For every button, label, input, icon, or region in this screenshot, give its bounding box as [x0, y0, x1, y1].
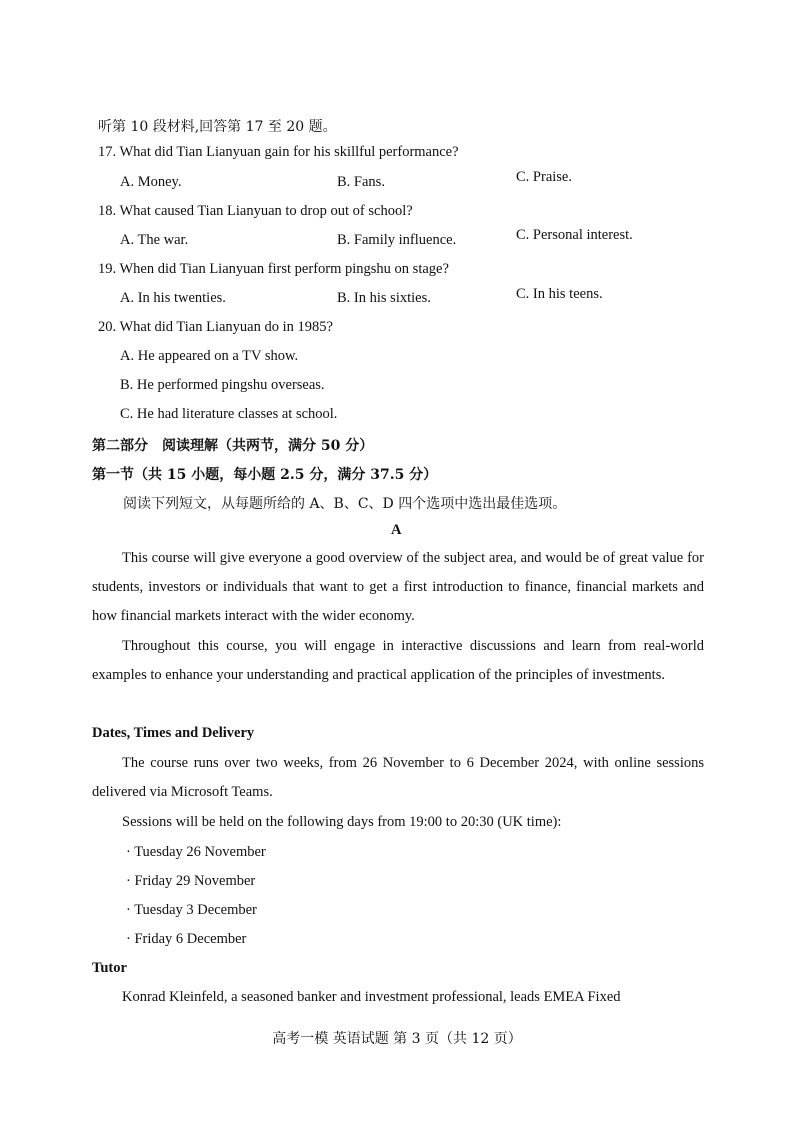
page-footer: 高考一模 英语试题 第 3 页（共 12 页）: [272, 1031, 522, 1047]
passage-paragraph: The course runs over two weeks, from 26 November to 6 December 2024, with online sessions delivered via Microsoft Teams.: [92, 755, 704, 800]
section-title: 第一节（共 15 小题，每小题 2.5 分，满分 37.5 分）: [92, 467, 438, 483]
session-list-item: · Friday 29 November: [126, 873, 256, 889]
passage-paragraph: Sessions will be held on the following days from 19:00 to 20:30 (UK time):: [122, 814, 562, 830]
section-heading: Dates, Times and Delivery: [92, 725, 255, 741]
session-list-item: · Tuesday 3 December: [126, 902, 257, 918]
question-stem: 20. What did Tian Lianyuan do in 1985?: [98, 319, 333, 335]
question-option: B. In his sixties.: [337, 290, 431, 306]
question-option: A. Money.: [120, 174, 182, 190]
passage-paragraph: This course will give everyone a good overview of the subject area, and would be of great value for students, investors or individuals that want to get a first introduction to finance, financial markets and how financial markets interact with the wider economy.: [92, 550, 704, 624]
question-option: B. He performed pingshu overseas.: [120, 377, 325, 393]
question-option: B. Family influence.: [337, 232, 457, 248]
reading-instruction: 阅读下列短文，从每题所给的 A、B、C、D 四个选项中选出最佳选项。: [123, 496, 567, 512]
passage-paragraph: Konrad Kleinfeld, a seasoned banker and investment professional, leads EMEA Fixed: [122, 989, 621, 1005]
passage-paragraph: Throughout this course, you will engage in interactive discussions and learn from real-world examples to enhance your understanding and practical application of the principles of investments.: [92, 638, 704, 683]
question-option: C. In his teens.: [516, 286, 603, 302]
question-stem: 19. When did Tian Lianyuan first perform pingshu on stage?: [98, 261, 449, 277]
question-option: A. He appeared on a TV show.: [120, 348, 299, 364]
question-option: C. Personal interest.: [516, 227, 633, 243]
question-option: B. Fans.: [337, 174, 385, 190]
question-option: A. The war.: [120, 232, 189, 248]
question-option: C. He had literature classes at school.: [120, 406, 338, 422]
listening-instruction: 听第 10 段材料,回答第 17 至 20 题。: [98, 119, 337, 135]
session-list-item: · Friday 6 December: [126, 931, 247, 947]
question-stem: 18. What caused Tian Lianyuan to drop out of school?: [98, 203, 413, 219]
section-heading: Tutor: [92, 960, 127, 976]
question-option: C. Praise.: [516, 169, 572, 185]
passage-label: A: [391, 522, 402, 538]
question-option: A. In his twenties.: [120, 290, 226, 306]
session-list-item: · Tuesday 26 November: [126, 844, 266, 860]
part-title: 第二部分 阅读理解（共两节，满分 50 分）: [92, 438, 374, 454]
question-stem: 17. What did Tian Lianyuan gain for his skillful performance?: [98, 144, 459, 160]
